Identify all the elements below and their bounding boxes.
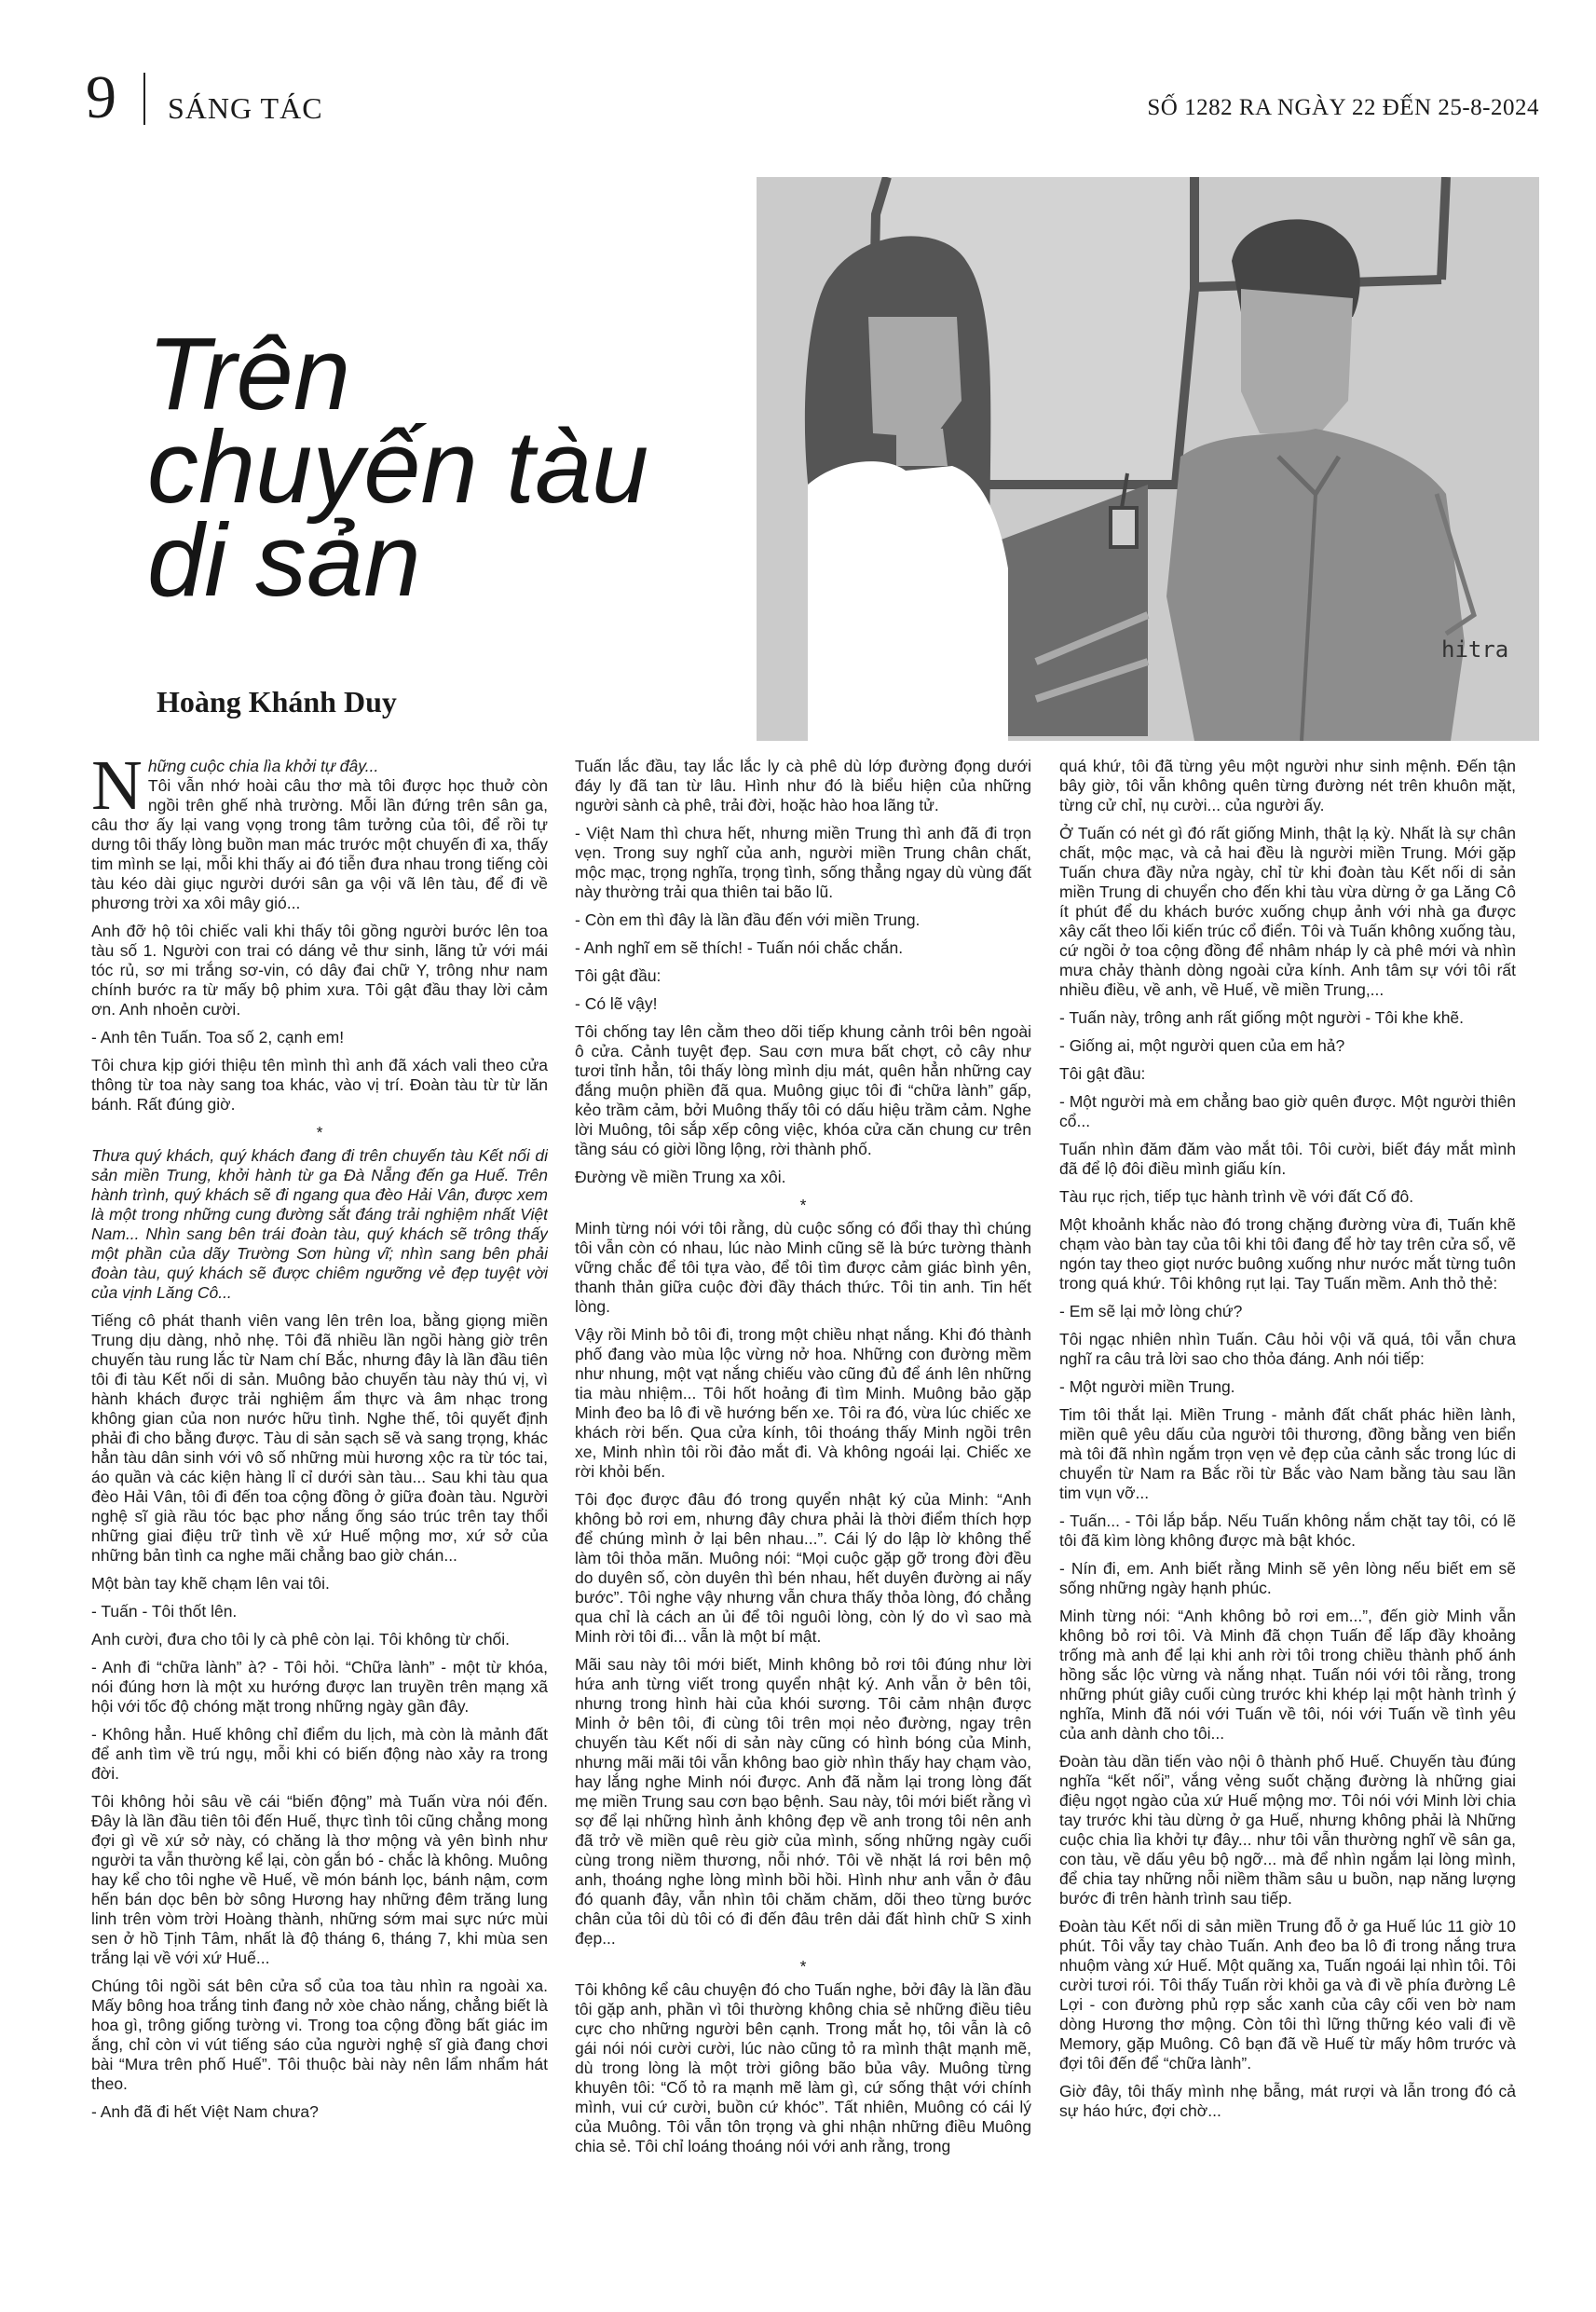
paragraph: - Giống ai, một người quen của em hả?: [1059, 1036, 1345, 1055]
issue-info: SỐ 1282 RA NGÀY 22 ĐẾN 25-8-2024: [1147, 95, 1539, 120]
lead-quote: hững cuộc chia lìa khởi tự đây...: [147, 757, 379, 775]
section-break: *: [799, 1196, 807, 1214]
paragraph: - Việt Nam thì chưa hết, nhưng miền Trung thì anh đã đi trọn vẹn. Trong suy nghĩ của anh, người miền Trung chân chất, mộc mạc, trọng nghĩa, trọng tình, sống thẳng ngay dù vùng đất này thường trải qua thiên tai bão lũ.: [575, 824, 1031, 901]
illustration-drawing: [757, 177, 1539, 741]
paragraph: Tuấn lắc đầu, tay lắc lắc ly cà phê dù lớp đường đọng dưới đáy ly đã tan từ lâu. Hình như đó là biểu hiện của những người sành cà phê, trải đời, hoặc hào hoa lãng tử.: [575, 757, 1031, 814]
paragraph: Mãi sau này tôi mới biết, Minh không bỏ rơi tôi đúng như lời hứa anh từng viết trong quyển nhật ký. Anh vẫn ở bên tôi, nhưng trong hình hài của khói sương. Tôi cảm nhận được Minh ở bên tôi, đi cùng tôi trên mọi nẻo đường, ngay trên chuyến tàu Kết nối di sản này cũng có hình bóng của Minh, nhưng mãi mãi tôi vẫn không bao giờ nhìn thấy hay chạm vào, hay lắng nghe Minh nói được. Anh đã nằm lại trong lòng đất mẹ miền Trung sau cơn bạo bệnh. Sau này, tôi mới biết rằng vì sợ để lại những hình ảnh không đẹp về anh trong tôi nên anh đã trở về miền quê rèu giờ của mình, sống những ngày cuối cùng trong niềm thương, nỗi nhớ. Tôi về nhặt lá rơi bên mộ anh, thoáng nghe lòng mình bồi hồi. Hình như anh vẫn ở đâu đó quanh đây, vẫn nhìn tôi chăm chăm, dõi theo từng bước chân của tôi dù tôi có đi đến đâu trên dải đất hình chữ S xinh đẹp...: [575, 1655, 1031, 1948]
paragraph: - Một người miền Trung.: [1059, 1377, 1235, 1396]
paragraph: - Anh đi “chữa lành” à? - Tôi hỏi. “Chữa lành” - một từ khóa, nói đúng hơn là một xu hướng được lan truyền trên mạng xã hội với tốc độ chóng mặt trong những ngày gần đây.: [91, 1658, 548, 1716]
illustration-signature: hitra: [1441, 636, 1509, 663]
section-label: SÁNG TÁC: [168, 91, 323, 125]
paragraph-text: Tôi vẫn nhớ hoài câu thơ mà tôi được học thuở còn ngồi trên ghế nhà trường. Mỗi lần đứng trên sân ga, câu thơ ấy lại vang vọng trong tâm tưởng của tôi, để rồi tự dưng tôi thấy lòng buồn man mác trước một chuyến đi xa, thấy tim mình se lại, mỗi khi thấy ai đó tiễn đưa nhau trong tiếng còi tàu kéo dài giục người dưới sân ga vội vã lên tàu, để đi về phương trời xa xôi mây gió...: [91, 776, 548, 912]
paragraph: Tim tôi thắt lại. Miền Trung - mảnh đất chất phác hiền lành, miền quê yêu dấu của người tôi thương, đồng bằng ven biển mà tôi đã nhìn ngắm trọn vẹn vẻ đẹp của cảnh sắc trong lúc di chuyển từ Nam ra Bắc rồi từ Bắc vào Nam bằng tàu sau lần tim vụn vỡ...: [1059, 1405, 1516, 1502]
paragraph: - Anh tên Tuấn. Toa số 2, cạnh em!: [91, 1028, 345, 1047]
page-header: [86, 63, 1539, 132]
author-byline: Hoàng Khánh Duy: [157, 685, 397, 718]
page-number: 9: [86, 63, 116, 131]
section-break: *: [316, 1123, 323, 1142]
paragraph: Tuấn nhìn đăm đăm vào mắt tôi. Tôi cười, biết đáy mắt mình đã để lộ đôi điều mình giấu kín.: [1059, 1140, 1516, 1178]
paragraph: - Có lẽ vậy!: [575, 994, 658, 1013]
lead-paragraph: [91, 757, 548, 913]
paragraph: Đoàn tàu Kết nối di sản miền Trung đỗ ở ga Huế lúc 11 giờ 10 phút. Tôi vẫy tay chào Tuấn. Anh đeo ba lô đi trong nắng trưa nhuộm vàng xứ Huế. Một quãng xa, Tuấn ngoái lại nhìn tôi. Tôi cười tươi rói. Tôi thấy Tuấn rời khỏi ga và đi về phía đường Lê Lợi - con đường phủ rợp sắc xanh của cây cối ven bờ nam dòng Hương thơ mộng. Còn tôi thì lững thững kéo vali đi về Memory, gặp Muông. Cô bạn đã về Huế từ mấy hôm trước và đợi tôi đến để “chữa lành”.: [1059, 1917, 1516, 2073]
text-column-2: [575, 757, 1031, 2276]
paragraph: - Em sẽ lại mở lòng chứ?: [1059, 1302, 1243, 1320]
paragraph: Anh đỡ hộ tôi chiếc vali khi thấy tôi gồng người bước lên toa tàu số 1. Người con trai có dáng vẻ thư sinh, lãng tử với mái tóc rủ, sơ mi trắng sơ-vin, có dây đai chữ Y, trông như nam chính bước ra từ mấy bộ phim xưa. Tôi gật đầu thay lời cảm ơn. Anh nhoẻn cười.: [91, 922, 548, 1019]
story-illustration: [757, 177, 1539, 741]
paragraph: - Nín đi, em. Anh biết rằng Minh sẽ yên lòng nếu biết em sẽ sống những ngày hạnh phúc.: [1059, 1559, 1516, 1597]
paragraph: - Tuấn này, trông anh rất giống một người - Tôi khe khẽ.: [1059, 1008, 1465, 1027]
paragraph: - Một người mà em chẳng bao giờ quên được. Một người thiên cổ...: [1059, 1092, 1516, 1130]
paragraph: Tôi không kể câu chuyện đó cho Tuấn nghe, bởi đây là lần đầu tôi gặp anh, phần vì tôi thường không chia sẻ những điều tiêu cực cho những người bên cạnh. Trong mắt họ, tôi vẫn là cô gái nói nói cười cười, lúc nào cũng tỏ ra mình thật mạnh mẽ, dù trong lòng là một trời giông bão bủa vây. Muông từng khuyên tôi: “Cố tỏ ra mạnh mẽ làm gì, cứ sống thật với chính mình, vui cứ cười, buồn cứ khóc”. Tất nhiên, Muông có cái lý của Muông. Tôi vẫn tôn trọng và ghi nhận những điều Muông chia sẻ. Tôi chỉ loáng thoáng nói với anh rằng, trong: [575, 1980, 1031, 2155]
paragraph: quá khứ, tôi đã từng yêu một người như sinh mệnh. Đến tận bây giờ, tôi vẫn không quên từng đường nét trên khuôn mặt, từng cử chỉ, nụ cười... của người ấy.: [1059, 757, 1516, 814]
text-column-1: [91, 757, 548, 2276]
paragraph: Tôi ngạc nhiên nhìn Tuấn. Câu hỏi vội vã quá, tôi vẫn chưa nghĩ ra câu trả lời sao cho thỏa đáng. Anh nói tiếp:: [1059, 1330, 1516, 1368]
paragraph: Tôi gật đầu:: [1059, 1064, 1146, 1083]
section-break: *: [799, 1957, 807, 1976]
paragraph: - Tuấn - Tôi thốt lên.: [91, 1602, 238, 1621]
paragraph: Đường về miền Trung xa xôi.: [575, 1168, 786, 1186]
paragraph: Tôi chưa kịp giới thiệu tên mình thì anh đã xách vali theo cửa thông từ toa này sang toa khác, vào vị trí. Đoàn tàu từ từ lăn bánh. Rất đúng giờ.: [91, 1056, 548, 1114]
paragraph: - Anh nghĩ em sẽ thích! - Tuấn nói chắc chắn.: [575, 938, 904, 957]
paragraph: Một khoảnh khắc nào đó trong chặng đường vừa đi, Tuấn khẽ chạm vào bàn tay của tôi khi tôi đang để hờ tay trên cửa sổ, vẽ ngón tay theo giọt nước buông xuống như nước mắt từng tuôn trong quá khứ. Tôi không rụt lại. Tay Tuấn mềm. Anh thỏ thẻ:: [1059, 1215, 1516, 1293]
title-line: Trên: [147, 317, 351, 431]
paragraph: Giờ đây, tôi thấy mình nhẹ bẫng, mát rượi và lẫn trong đó cả sự háo hức, đợi chờ...: [1059, 2082, 1516, 2120]
paragraph: Tàu rục rịch, tiếp tục hành trình về với đất Cố đô.: [1059, 1187, 1414, 1206]
paragraph: - Còn em thì đây là lần đầu đến với miền Trung.: [575, 910, 921, 929]
title-line: di sản: [147, 503, 421, 618]
paragraph: Minh từng nói với tôi rằng, dù cuộc sống có đổi thay thì chúng tôi vẫn còn có nhau, lúc nào Minh cũng sẽ là bức tường thành vững chắc để tôi tựa vào, để tôi tìm được cảm giác bình yên, thanh thản giữa cuộc đời đầy thách thức. Tôi tin anh. Tin hết lòng.: [575, 1219, 1031, 1316]
header-divider: [143, 73, 145, 125]
paragraph: Tiếng cô phát thanh viên vang lên trên loa, bằng giọng miền Trung dịu dàng, nhỏ nhẹ. Tôi đã nhiều lần ngồi hàng giờ trên chuyến tàu rung lắc từ Nam chí Bắc, nhưng đây là lần đầu tiên tôi đi tàu Kết nối di sản. Muông bảo chuyến tàu này thú vị, vì hành khách được trải nghiệm ẩm thực và âm nhạc trong không gian của non nước hữu tình. Nghe thế, tôi quyết định phải đi cho bằng được. Tàu di sản sạch sẽ và sang trọng, khác hẳn tàu dân sinh với vô số những mùi hương xộc ra từ tóc tai, áo quần và các kiện hàng lỉ cỉ dưới sàn tàu... Sau khi tàu qua đèo Hải Vân, tôi đi đến toa cộng đồng ở giữa đoàn tàu. Người nghệ sĩ già rầu tóc bạc phơ nắng ống sáo trúc trên tay thổi những giai điệu trữ tình về xứ Huế mộng mơ, xứ sở của những bản tình ca nghe mãi chẳng bao giờ chán...: [91, 1311, 548, 1565]
paragraph: Chúng tôi ngồi sát bên cửa sổ của toa tàu nhìn ra ngoài xa. Mấy bông hoa trắng tinh đang nở xòe chào nắng, chẳng biết là hoa gì, trông giống tường vi. Trong toa cộng đồng bất giác im ắng, chỉ còn vi vút tiếng sáo của người nghệ sĩ già đang chơi bài “Mưa trên phố Huế”. Tôi thuộc bài này nên lẩm nhẩm hát theo.: [91, 1977, 548, 2093]
paragraph: Minh từng nói: “Anh không bỏ rơi em...”, đến giờ Minh vẫn không bỏ rơi tôi. Và Minh đã chọn Tuấn để lấp đầy khoảng trống mà anh để lại khi anh rời tôi trong chiều thành phố ánh hồng sắc lộc vừng và nắng nhạt. Tuấn nói với tôi rằng, trong những phút giây cuối cùng trước khi khép lại một hành trình ý nghĩa, Minh đã nói với Tuấn về tôi, nói với Tuấn về tình yêu của anh dành cho tôi...: [1059, 1607, 1516, 1743]
paragraph: Vậy rồi Minh bỏ tôi đi, trong một chiều nhạt nắng. Khi đó thành phố đang vào mùa lộc vừng nở hoa. Những con đường mềm như nhung, một vạt nắng chiếu vào cũng đủ để ánh lên những tia màu nhiệm... Tôi hốt hoảng đi tìm Minh. Muông bảo gặp Minh đeo ba lô đi về hướng bến xe. Tôi ra đó, vừa lúc chiếc xe khách rời bến. Qua cửa kính, tôi thoáng thấy Minh ngồi trên xe, Minh nhìn tôi rồi đảo mắt đi. Và không ngoái lại. Chiếc xe rời khỏi bến.: [575, 1325, 1031, 1481]
paragraph: Tôi không hỏi sâu về cái “biến động” mà Tuấn vừa nói đến. Đây là lần đầu tiên tôi đến Huế, thực tình tôi cũng chẳng mong đợi gì về xứ sở này, có chăng là thơ mộng và yên bình như người ta vẫn thường kể lại, còn gắn bó - chắc là không. Muông hay kể cho tôi nghe về Huế, về món bánh lọc, bánh nậm, cơm hến bán dọc bên bờ sông Hương hay những đêm trăng lung linh trên vòm trời Hoàng thành, những sớm mai sực nức mùi sen ở hồ Tịnh Tâm, nhất là độ tháng 6, tháng 7, khi mùa sen trắng lại về với xứ Huế...: [91, 1792, 548, 1967]
paragraph: - Không hẳn. Huế không chỉ điểm du lịch, mà còn là mảnh đất để anh tìm về trú ngụ, mỗi khi có biến động nào xảy ra trong đời.: [91, 1725, 548, 1783]
article-title: [147, 317, 818, 618]
paragraph: - Anh đã đi hết Việt Nam chưa?: [91, 2102, 319, 2121]
paragraph: Anh cười, đưa cho tôi ly cà phê còn lại. Tôi không từ chối.: [91, 1630, 511, 1648]
paragraph: Một bàn tay khẽ chạm lên vai tôi.: [91, 1574, 330, 1593]
paragraph: Tôi gật đầu:: [575, 966, 662, 985]
paragraph: Tôi chống tay lên cằm theo dõi tiếp khung cảnh trôi bên ngoài ô cửa. Cảnh tuyệt đẹp. Sau cơn mưa bất chợt, cỏ cây như tươi tỉnh hẳn, tôi thấy lòng mình dịu mát, quên hẳn những cay đắng muộn phiền đã qua. Muông giục tôi đi “chữa lành” gấp, kẻo trầm cảm, bởi Muông thấy tôi có dấu hiệu trầm cảm. Nghe lời Muông, tôi sắp xếp công việc, khóa cửa căn chung cư trên tầng sáu có giời lồng lộng, rời thành phố.: [575, 1022, 1031, 1158]
drop-cap: N: [91, 757, 143, 825]
text-column-3: [1059, 757, 1516, 2276]
title-line: chuyến tàu: [147, 410, 649, 525]
announcement-paragraph: Thưa quý khách, quý khách đang đi trên chuyến tàu Kết nối di sản miền Trung, khởi hành từ ga Đà Nẵng đến ga Huế. Trên hành trình, quý khách sẽ đi ngang qua đèo Hải Vân, được xem là một trong những cung đường sắt đáng trải nghiệm nhất Việt Nam... Nhìn sang bên trái đoàn tàu, quý khách sẽ trông thấy một phần của dãy Trường Sơn hùng vĩ; nhìn sang bên phải đoàn tàu, quý khách sẽ được chiêm ngưỡng vẻ đẹp tuyệt vời của vịnh Lăng Cô...: [91, 1146, 548, 1302]
paragraph: - Tuấn... - Tôi lắp bắp. Nếu Tuấn không nắm chặt tay tôi, có lẽ tôi đã kìm lòng không được mà bật khóc.: [1059, 1512, 1516, 1550]
paragraph: Tôi đọc được đâu đó trong quyển nhật ký của Minh: “Anh không bỏ rơi em, nhưng đây chưa phải là thời điểm thích hợp để chúng mình ở lại bên nhau...”. Cái lý do lập lờ không thể làm tôi thỏa mãn. Muông nói: “Mọi cuộc gặp gỡ trong đời đều do duyên số, còn duyên thì bén nhau, hết duyên đường ai nấy bước”. Tôi nghe vậy nhưng vẫn chưa thấy thỏa lòng, đó chẳng qua chỉ là cách an ủi để tôi nguôi lòng, còn lý do vì sao mà Minh rời tôi đi... vẫn là một bí mật.: [575, 1490, 1031, 1646]
paragraph: Đoàn tàu dần tiến vào nội ô thành phố Huế. Chuyến tàu đúng nghĩa “kết nối”, vắng vẻng suốt chặng đường là những giai điệu ngọt ngào của xứ Huế mộng mơ. Tôi nói với Minh lời chia tay trước khi tàu dừng ở ga Huế, nhưng không phải là Những cuộc chia lìa khởi tự đây... như tôi vẫn thường nghĩ về sân ga, con tàu, về dấu yêu bộ ngỡ... mà để nhìn ngắm lại lòng mình, để chia tay những nỗi niềm thầm sâu u buồn, nạp năng lượng bước đi trên hành trình sau tiếp.: [1059, 1752, 1516, 1908]
paragraph: Ở Tuấn có nét gì đó rất giống Minh, thật lạ kỳ. Nhất là sự chân chất, mộc mạc, và cả hai đều là người miền Trung. Mới gặp Tuấn chưa đầy nửa ngày, chỉ từ khi đoàn tàu Kết nối di sản miền Trung di chuyển cho đến khi tàu vừa dừng ở ga Lăng Cô ít phút để du khách bước xuống chụp ảnh với nhà ga được xây cất theo lối kiến trúc cổ điển. Tôi và Tuấn không xuống tàu, cứ ngồi ở toa cộng đồng để nhâm nháp ly cà phê mới và nhìn mưa chảy thành dòng ngoài cửa kính. Anh tâm sự với tôi rất nhiều điều, về anh, về Huế, về miền Trung,...: [1059, 824, 1516, 999]
